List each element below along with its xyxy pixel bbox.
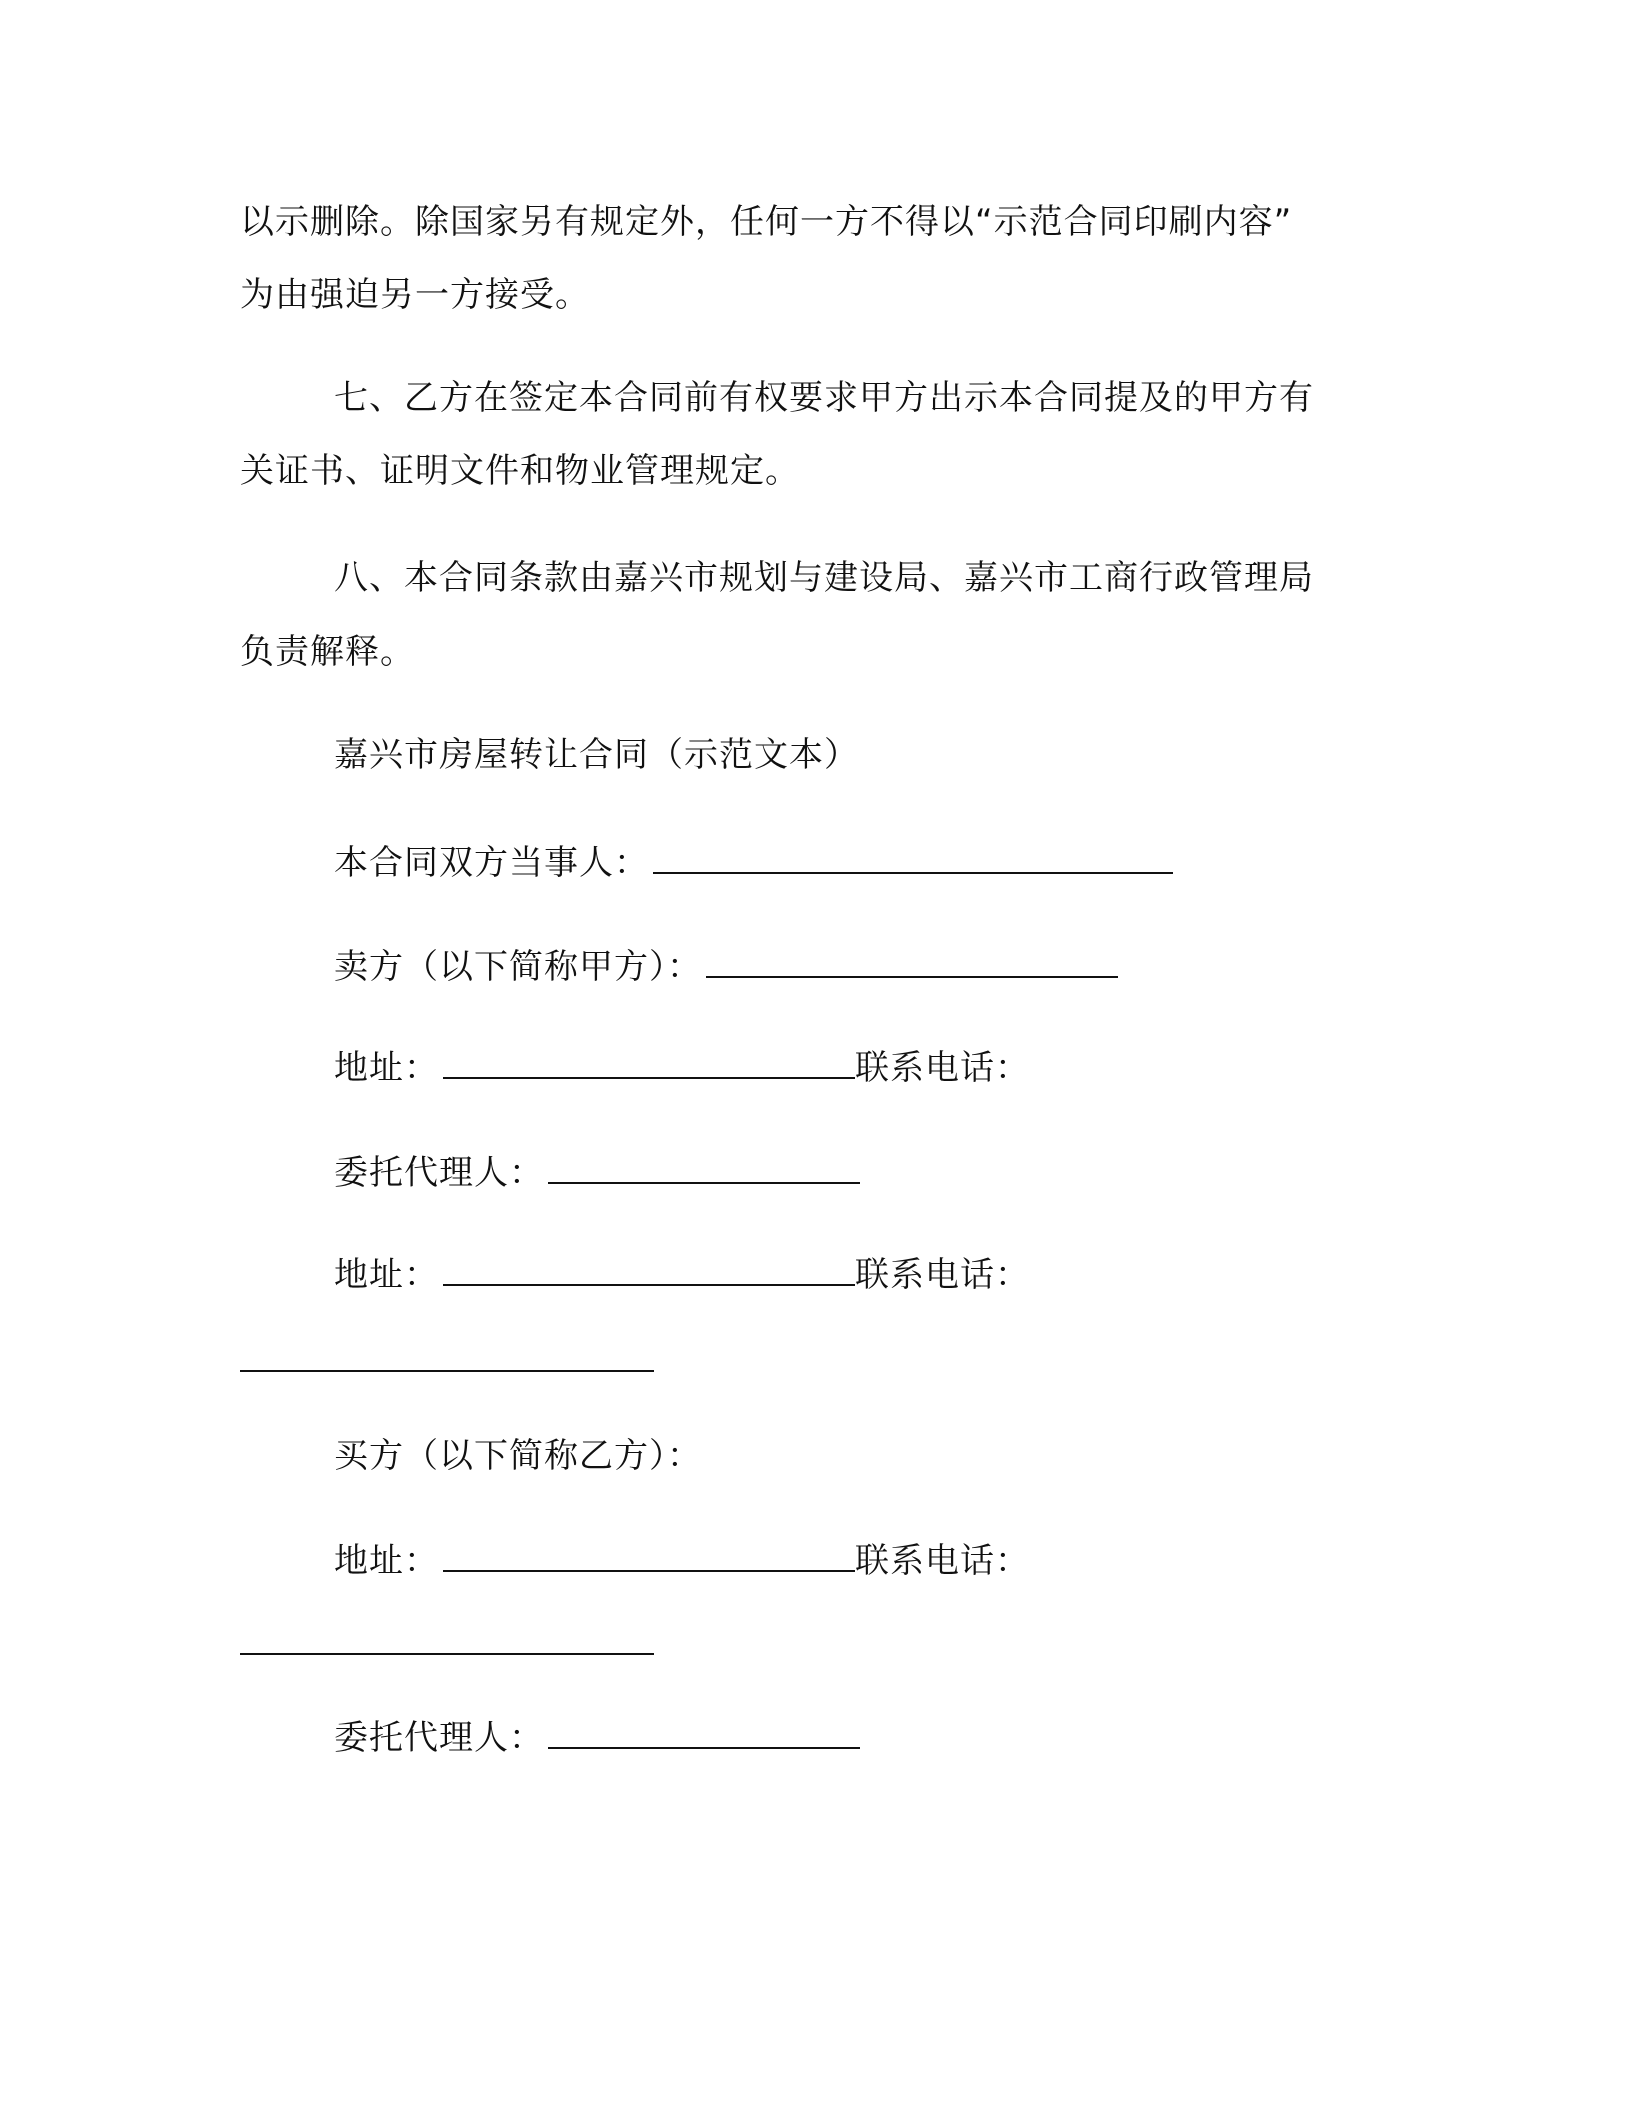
contract-title: 嘉兴市房屋转让合同（示范文本） [334, 735, 859, 775]
paragraph-8-line-2: 负责解释。 [240, 632, 415, 672]
paragraph-6-line-1: 以示删除。除国家另有规定外，任何一方不得以“示范合同印刷内容” [240, 202, 1293, 242]
paragraph-7-line-2: 关证书、证明文件和物业管理规定。 [240, 451, 800, 491]
seller-agent-row [334, 1148, 860, 1197]
parties-row [334, 838, 1173, 887]
paragraph-6-line-2: 为由强迫另一方接受。 [240, 275, 590, 315]
seller-blank-field[interactable] [706, 942, 1118, 978]
seller-agent-address-row [334, 1250, 1030, 1299]
seller-address-row [334, 1043, 1030, 1092]
seller-agent-phone-label: 联系电话： [855, 1255, 1030, 1295]
buyer-agent-blank-field[interactable] [548, 1713, 860, 1749]
seller-agent-phone-blank-field[interactable] [240, 1370, 654, 1372]
buyer-agent-label: 委托代理人： [334, 1718, 544, 1758]
parties-label: 本合同双方当事人： [334, 843, 649, 883]
seller-address-blank-field[interactable] [443, 1043, 855, 1079]
paragraph-8-line-1: 八、本合同条款由嘉兴市规划与建设局、嘉兴市工商行政管理局 [334, 558, 1314, 598]
seller-label: 卖方（以下简称甲方）： [334, 947, 702, 987]
parties-blank-field[interactable] [653, 838, 1173, 874]
seller-agent-address-blank-field[interactable] [443, 1250, 855, 1286]
seller-address-label: 地址： [334, 1048, 439, 1088]
buyer-row [334, 1432, 702, 1480]
seller-agent-label: 委托代理人： [334, 1153, 544, 1193]
buyer-address-blank-field[interactable] [443, 1536, 855, 1572]
seller-agent-blank-field[interactable] [548, 1148, 860, 1184]
buyer-phone-label: 联系电话： [855, 1541, 1030, 1581]
paragraph-7-line-1: 七、乙方在签定本合同前有权要求甲方出示本合同提及的甲方有 [334, 378, 1314, 418]
buyer-address-label: 地址： [334, 1541, 439, 1581]
buyer-phone-blank-field[interactable] [240, 1653, 654, 1655]
seller-agent-address-label: 地址： [334, 1255, 439, 1295]
seller-phone-label: 联系电话： [855, 1048, 1030, 1088]
seller-row [334, 942, 1118, 991]
buyer-address-row [334, 1536, 1030, 1585]
buyer-agent-row [334, 1713, 860, 1762]
buyer-label: 买方（以下简称乙方）： [334, 1436, 702, 1476]
